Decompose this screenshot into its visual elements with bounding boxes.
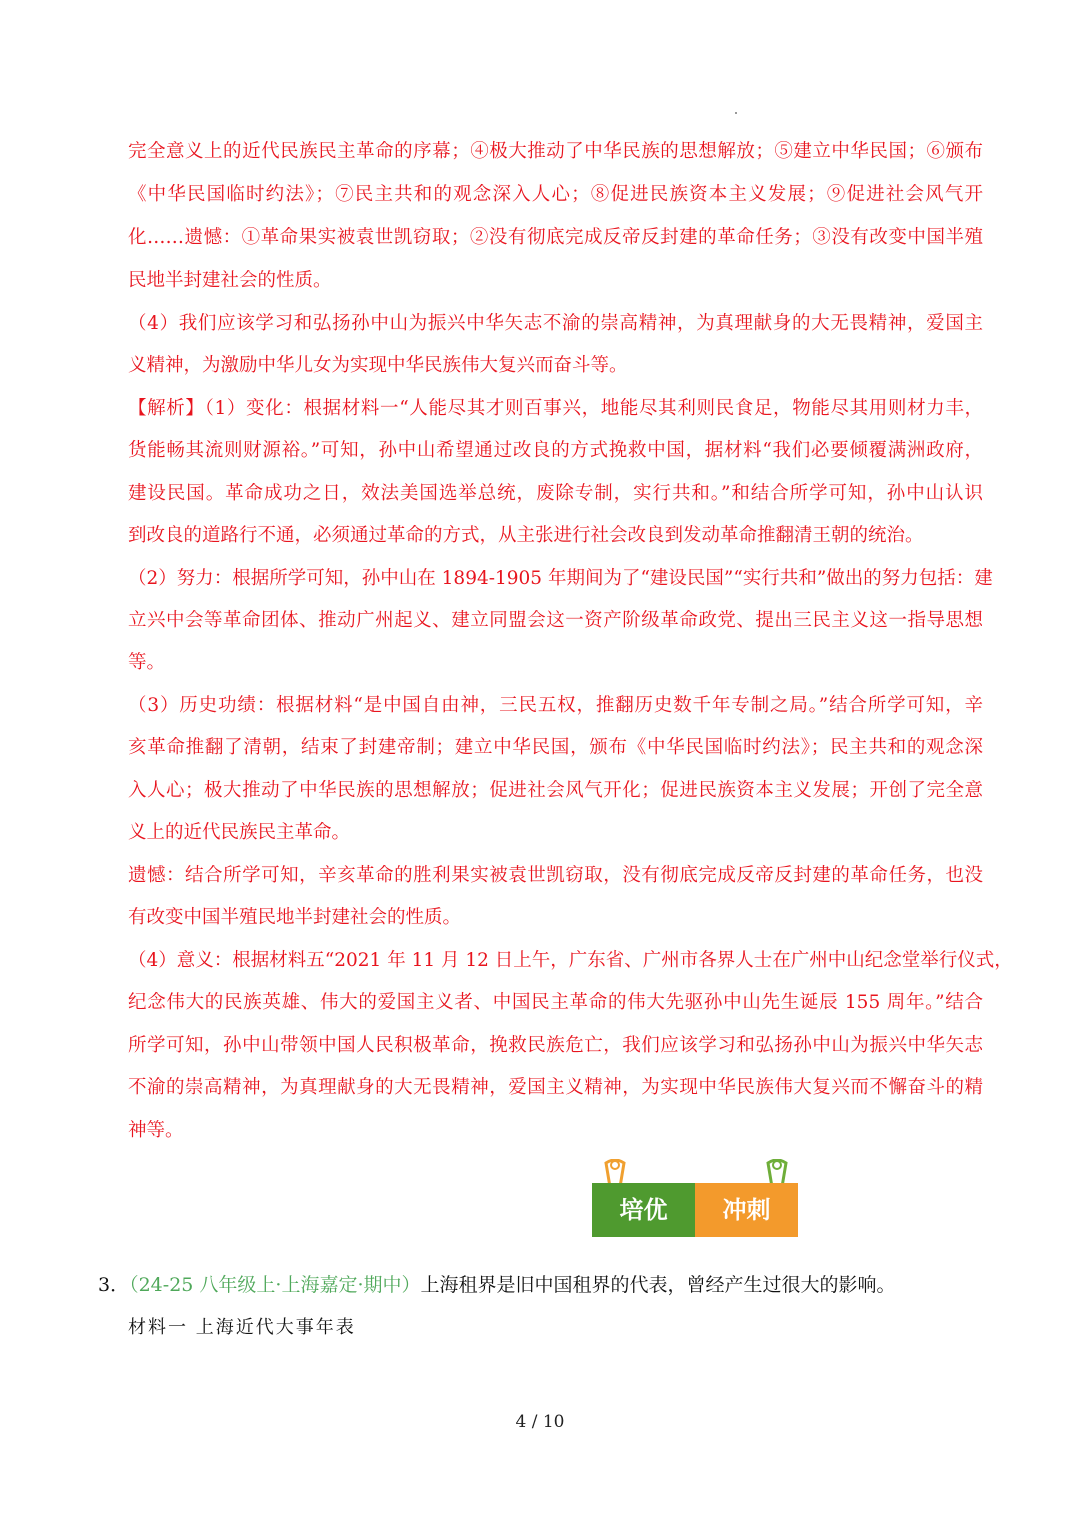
analysis-line: 到改良的道路行不通，必须通过革命的方式，从主张进行社会改良到发动革命推翻清王朝的统治。: [128, 525, 924, 546]
analysis-line: 建设民国。革命成功之日，效法美国选举总统，废除专制，实行共和。”和结合所学可知，孙中山认识: [128, 483, 983, 504]
section-badge: [592, 1183, 798, 1237]
question-source: （24-25 八年级上·上海嘉定·期中）: [129, 1274, 421, 1296]
analysis-line: 等。: [128, 652, 166, 673]
question-3: [98, 1272, 896, 1298]
answer-line: 民地半封建社会的性质。: [128, 270, 332, 291]
answer-line: 义精神，为激励中华儿女为实现中华民族伟大复兴而奋斗等。: [128, 355, 628, 376]
analysis-line: （4）意义：根据材料五“2021 年 11 月 12 日上午，广东省、广州市各界人士在广州中山纪念堂举行仪式，: [128, 950, 1013, 971]
analysis-line: 纪念伟大的民族英雄、伟大的爱国主义者、中国民主革命的伟大先驱孙中山先生诞辰 155 周年。”结合: [128, 992, 983, 1013]
analysis-line: 立兴中会等革命团体、推动广州起义、建立同盟会这一资产阶级革命政党、提出三民主义这一指导思想: [128, 610, 983, 631]
question-text: 上海租界是旧中国租界的代表，曾经产生过很大的影响。: [420, 1274, 896, 1296]
analysis-line: （3）历史功绩：根据材料“是中国自由神，三民五权，推翻历史数千年专制之局。”结合所学可知，辛: [128, 695, 983, 716]
answer-line: 《中华民国临时约法》；⑦民主共和的观念深入人心；⑧促进民族资本主义发展；⑨促进社会风气开: [128, 184, 983, 205]
analysis-line: 入人心；极大推动了中华民族的思想解放；促进社会风气开化；促进民族资本主义发展；开创了完全意: [128, 780, 983, 801]
analysis-line: 货能畅其流则财源裕。”可知，孙中山希望通过改良的方式挽救中国，据材料“我们必要倾覆满洲政府，: [128, 440, 983, 461]
analysis-line: 遗憾：结合所学可知，辛亥革命的胜利果实被袁世凯窃取，没有彻底完成反帝反封建的革命任务，也没: [128, 865, 983, 886]
answer-line: （4）我们应该学习和弘扬孙中山为振兴中华矢志不渝的崇高精神，为真理献身的大无畏精神，爱国主: [128, 313, 983, 334]
analysis-line: 所学可知，孙中山带领中国人民积极革命，挽救民族危亡，我们应该学习和弘扬孙中山为振兴中华矢志: [128, 1035, 983, 1056]
page-number: 4 / 10: [515, 1412, 565, 1432]
question-number: 3．: [98, 1274, 130, 1296]
analysis-line: （2）努力：根据所学可知，孙中山在 1894-1905 年期间为了“建设民国”“实行共和”做出的努力包括：建: [128, 568, 993, 589]
answer-line: 化……遗憾：①革命果实被袁世凯窃取；②没有彻底完成反帝反封建的革命任务；③没有改变中国半殖: [128, 227, 983, 248]
badge-right-label: 冲刺: [695, 1183, 798, 1237]
material-label: 材料一 上海近代大事年表: [128, 1317, 356, 1338]
analysis-line: 【解析】（1）变化：根据材料一“人能尽其才则百事兴，地能尽其利则民食足，物能尽其用则材力丰，: [128, 398, 983, 419]
analysis-line: 义上的近代民族民主革命。: [128, 822, 351, 843]
answer-line: 完全意义上的近代民族民主革命的序幕；④极大推动了中华民族的思想解放；⑤建立中华民国；⑥颁布: [128, 141, 983, 162]
analysis-line: 亥革命推翻了清朝，结束了封建帝制；建立中华民国，颁布《中华民国临时约法》；民主共和的观念深: [128, 737, 983, 758]
scan-dot: [735, 112, 737, 114]
analysis-line: 有改变中国半殖民地半封建社会的性质。: [128, 907, 462, 928]
badge-left-label: 培优: [592, 1183, 695, 1237]
analysis-line: 神等。: [128, 1120, 184, 1141]
analysis-line: 不渝的崇高精神，为真理献身的大无畏精神，爱国主义精神，为实现中华民族伟大复兴而不懈奋斗的精: [128, 1077, 983, 1098]
